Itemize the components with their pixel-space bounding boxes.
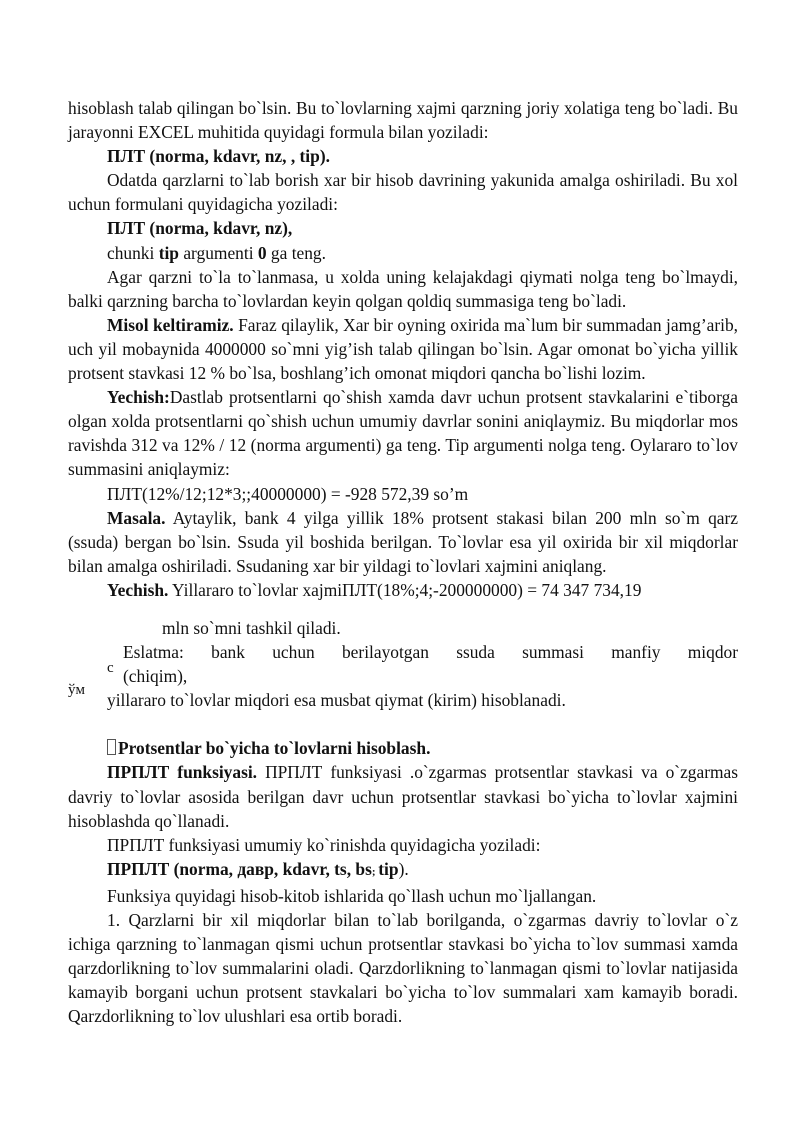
paragraph-tip-zero: chunki tip argumenti 0 ga teng. [107,242,326,263]
formula-plt-short: ПЛТ (norma, kdavr, nz), [107,218,293,239]
paragraph-example: Misol keltiramiz. Faraz qilaylik, Xar bir oyning oxirida ma`lum bir summadan jamg’arib, uch yil mobaynida 4000000 so`mni yig’ish talab qilingan bo`lsin. Agar omonat bo`yicha yillik protsent stavkasi 12 % bo`lsa, boshlang’ich omonat miqdori qancha bo`lishi lozim. [68,314,738,384]
note-line-2: (chiqim), [123,666,188,687]
result-line: mln so`mni tashkil qiladi. [162,617,341,638]
formula-plt-full: ПЛТ (norma, kdavr, nz, , tip). [107,146,330,167]
paragraph-prplt-general: ПРПЛТ funksiyasi umumiy ko`rinishda quyidagicha yoziladi: [107,834,541,855]
paragraph-period-end: Odatda qarzlarni to`lab borish xar bir hisob davrining yakunida amalga oshiriladi. Bu xol uchun formulani quyidagicha yoziladi: [68,170,738,215]
stray-char-um: ўм [68,682,85,698]
paragraph-purpose: Funksiya quyidagi hisob-kitob ishlarida qo`llash uchun mo`ljallangan. [107,885,597,906]
example-label: Misol keltiramiz. [107,314,234,335]
formula-prplt: ПРПЛТ (norma, давр, kdavr, ts, bs; tip). [107,858,409,879]
formula-plt-example: ПЛТ(12%/12;12*3;;40000000) = -928 572,39 so’m [107,483,469,504]
document-body [68,96,738,1028]
stray-char-c: с [107,660,114,676]
paragraph-solution-2: Yechish. Yillararo to`lovlar xajmiПЛТ(18%;4;-200000000) = 74 347 734,19 [107,579,642,600]
note-line-3: yillararo to`lovlar miqdori esa musbat qiymat (kirim) hisoblanadi. [107,690,566,711]
paragraph-task: Masala. Aytaylik, bank 4 yilga yillik 18% protsent stakasi bilan 200 mln so`m qarz (ssuda) bergan bo`lsin. Ssuda yil boshida berilgan. To`lovlar esa yil oxirida bir xil miqdorlar bilan amalga oshiriladi. Ssudaning xar bir yildagi to`lovlari xajmini aniqlang. [68,507,738,576]
paragraph-prplt: ПРПЛТ funksiyasi. ПРПЛТ funksiyasi .o`zgarmas protsentlar stavkasi va o`zgarmas davriy to`lovlar asosida berilgan davr uchun protsentlar stavkasi bo`yicha to`lovlar xajmini hisoblashda qo`llanadi. [68,762,739,831]
prplt-label: ПРПЛТ funksiyasi. [107,762,258,783]
paragraph-intro: hisoblash talab qilingan bo`lsin. Bu to`lovlarning xajmi qarzning joriy xolatiga teng bo`ladi. Bu jarayonni EXCEL muhitida quyidagi formula bilan yoziladi: [68,98,738,143]
task-label: Masala. [107,507,166,528]
note-line-1: Eslatma: bank uchun berilayotgan ssuda summasi manfiy miqdor [123,642,738,663]
section-heading: Protsentlar bo`yicha to`lovlarni hisoblash. [68,736,738,760]
paragraph-solution-1: Yechish:Dastlab protsentlarni qo`shish xamda davr uchun protsent stavkalarini e`tiborga olgan xolda protsentlarni qo`shish uchun umumiy davrlar sonini aniqlaymiz. Bu miqdorlar mos ravishda 312 va 12% / 12 (norma argumenti) ga teng. Tip argumenti nolga teng. Oylararo to`lov summasini aniqlaymiz: [68,387,738,480]
paragraph-future-value: Agar qarzni to`la to`lanmasa, u xolda uning kelajakdagi qiymati nolga teng bo`lmaydi, balki qarzning barcha to`lovlardan keyin qolgan qoldiq summasiga teng bo`ladi. [68,266,738,311]
solution-label: Yechish: [107,387,170,408]
bullet-box-icon [107,739,116,755]
solution-label-2: Yechish. [107,579,169,600]
list-item-1: 1. Qarzlarni bir xil miqdorlar bilan to`lab borilganda, o`zgarmas davriy to`lovlar o`z ichiga qarzning to`lanmagan qismi uchun protsentlar stavkasi bo`yicha to`lov summasi xamda qarzdorlikning to`lov summalarini oladi. Qarzdorlikning to`lanmagan qismi to`lovlar natijasida kamayib borgani uchun protsent stavkalari bo`yicha to`lov summalari xam kamayib boradi. Qarzdorlikning to`lov ulushlari esa ortib boradi. [68,910,738,1027]
